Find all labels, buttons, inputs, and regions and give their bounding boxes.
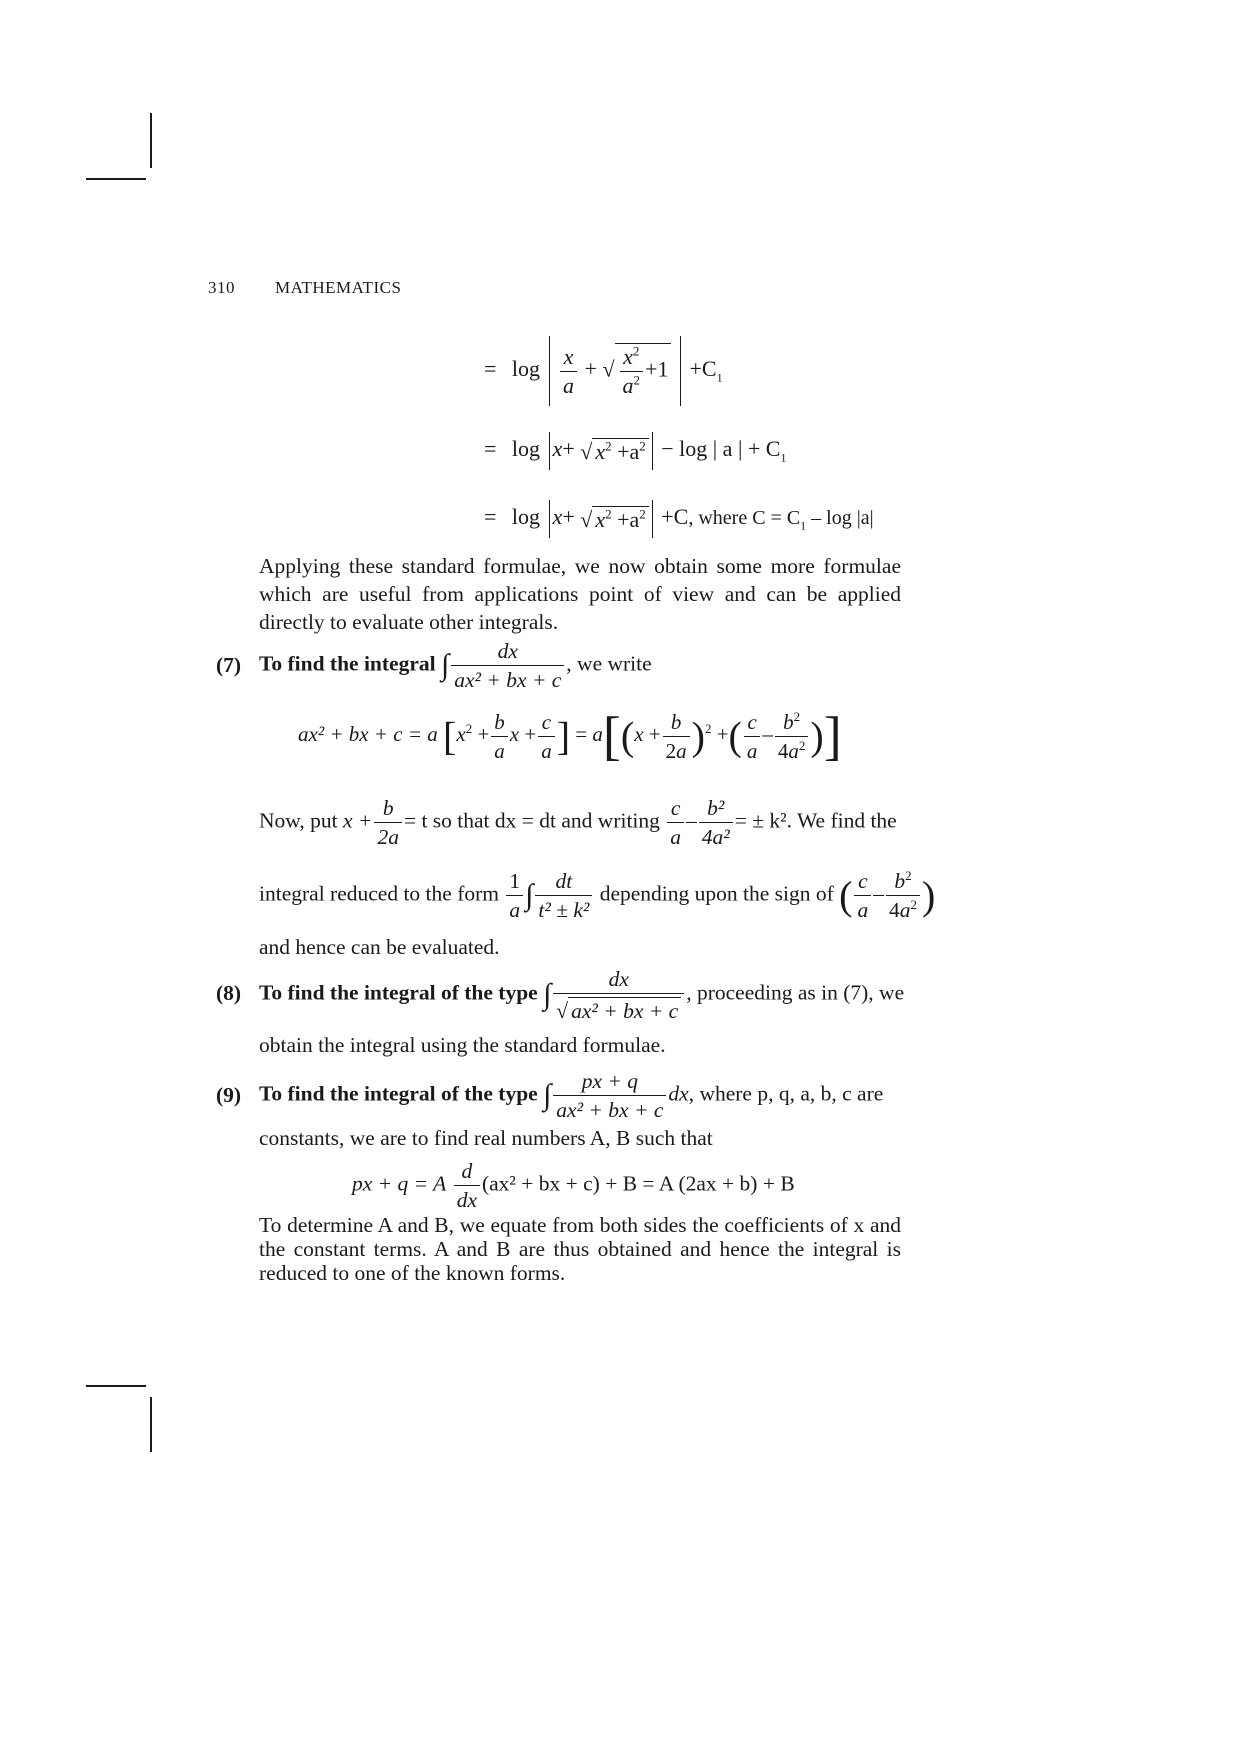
equation-line-2: = log x+ √ $x^2 +a^2 - \log$ | a | + $C_1$	[484, 432, 786, 470]
item-7-evaluated: and hence can be evaluated.	[259, 935, 500, 959]
closing-paragraph: To determine A and B, we equate from both sides the coefficients of x and the constant terms. A and B are thus obtained and hence the integral is reduced to one of the known forms.	[259, 1213, 901, 1285]
page-number: 310	[208, 278, 235, 297]
item-8-heading-line: To find the integral of the type ∫ $\frac{dx}{\text{√ ax² + bx + c}}$ , proceeding as in (7), we	[259, 967, 905, 1023]
crop-mark-bottom-horizontal	[86, 1385, 146, 1387]
item-9-equation: px + q = A $\frac{d}{dx}$ (ax² + bx + c) + B = A (2ax + b) + B	[352, 1159, 795, 1212]
item-8-label: (8)	[216, 981, 242, 1005]
equation-line-3: = log x+ √ $x^2 +a^2 +C$, where $C = C_1 - \log |a|$	[484, 500, 874, 538]
integral-sign: ∫	[440, 648, 450, 682]
item-7-substitution: Now, put x + $\frac{b}{2a}$ = t so that dx = dt and writing $\frac{c}{a}$ – $\frac{\text{b²}}{\text{4a²}}$ = ± k². We find the	[259, 796, 897, 849]
crop-mark-top-horizontal	[86, 178, 146, 180]
square-root: √ $\frac{x^2}{a^2}$ +1	[602, 343, 671, 399]
item-9-line-2: constants, we are to find real numbers A, B such that	[259, 1126, 713, 1150]
intro-paragraph: Applying these standard formulae, we now obtain some more formulae which are useful from applications point of view and can be applied directly to evaluate other integrals.	[259, 554, 901, 634]
item-7-label: (7)	[216, 653, 242, 677]
item-8-line-2: obtain the integral using the standard formulae.	[259, 1033, 666, 1057]
item-9-label: (9)	[216, 1083, 242, 1107]
equation-line-1: = log $\frac{x}{a}$ + √ $\frac{x^2}{a^2}$ $+1 +C_1$	[484, 336, 723, 406]
item-7-expansion: ax² + bx + c = a [$x^2$ + $\frac{b}{a}$ x + $\frac{c}{a}$ ] = a[(x + $\frac{b}{2a}$ )$^2$ +( $\frac{c}{a}$ – $\frac{b^2}{4a^2}$ )]	[298, 706, 842, 766]
crop-mark-top-vertical	[150, 113, 152, 168]
running-header-title: MATHEMATICS	[275, 278, 402, 297]
crop-mark-bottom-vertical	[150, 1397, 152, 1452]
item-7-reduced-form: integral reduced to the form $\frac{1}{a}$ ∫ $\frac{dt}{\text{t² ± k²}}$ depending upon the sign of ( $\frac{c}{a}$ – $\frac{b^2}{4a^2}$ )	[259, 867, 936, 922]
item-9-heading-line: To find the integral of the type ∫ $\frac{px + q}{\text{ax² + bx + c}}$ dx, where p, q, a, b, c are	[259, 1069, 884, 1122]
item-7-heading-line: To find the integral ∫ $\frac{dx}{\text{ax² + bx + c}}$ , we write	[259, 639, 652, 692]
